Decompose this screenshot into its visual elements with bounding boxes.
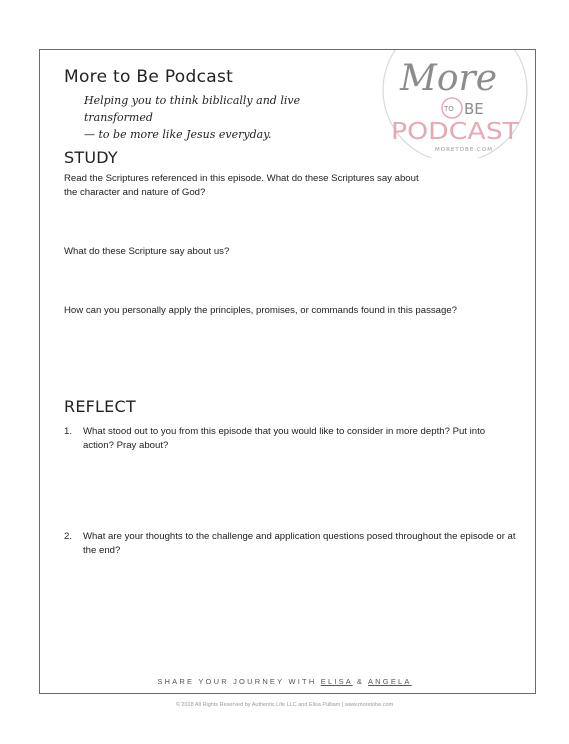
reflect-item-1 (64, 425, 524, 455)
page-title: More to Be Podcast (64, 67, 234, 87)
copyright-notice: © 2018 All Rights Reserved by Authentic Life LLC and Elisa Pulliam | www.moretobe.com (175, 702, 394, 708)
podcast-logo-graphic (380, 50, 530, 158)
study-heading: STUDY (64, 148, 118, 167)
tagline (84, 92, 344, 143)
study-question-1: Read the Scriptures referenced in this episode. What do these Scriptures say about the character and nature of God? (64, 173, 419, 198)
tagline-line-2: — to be more like Jesus everyday. (84, 128, 272, 141)
reflect-item-1-text: What stood out to you from this episode that you would like to consider in more depth? Put into action? Pray about? (83, 426, 486, 451)
logo-site: MORETOBE.COM (435, 147, 493, 153)
footer-share (0, 677, 569, 686)
footer-name-angela[interactable]: ANGELA (367, 677, 412, 686)
podcast-logo (380, 50, 530, 158)
reflect-item-2-number: 2. (64, 531, 73, 542)
reflect-heading: REFLECT (64, 397, 136, 416)
logo-word-be: BE (464, 100, 484, 118)
logo-word-podcast: PODCAST (391, 119, 521, 145)
footer-share-prefix: SHARE YOUR JOURNEY WITH (157, 677, 317, 686)
reflect-item-2-text: What are your thoughts to the challenge and application questions posed throughout the episode or at the end? (83, 531, 516, 556)
study-question-3: How can you personally apply the principles, promises, or commands found in this passage? (64, 305, 458, 316)
tagline-line-1: Helping you to think biblically and live transformed (84, 94, 301, 124)
logo-word-more: More (400, 58, 498, 99)
study-question-2: What do these Scripture say about us? (64, 246, 230, 257)
reflect-item-2 (64, 530, 524, 560)
footer-ampersand: & (356, 677, 365, 686)
logo-word-to: TO (444, 105, 454, 113)
footer-name-elisa[interactable]: ELISA (320, 677, 353, 686)
reflect-item-1-number: 1. (64, 426, 73, 437)
